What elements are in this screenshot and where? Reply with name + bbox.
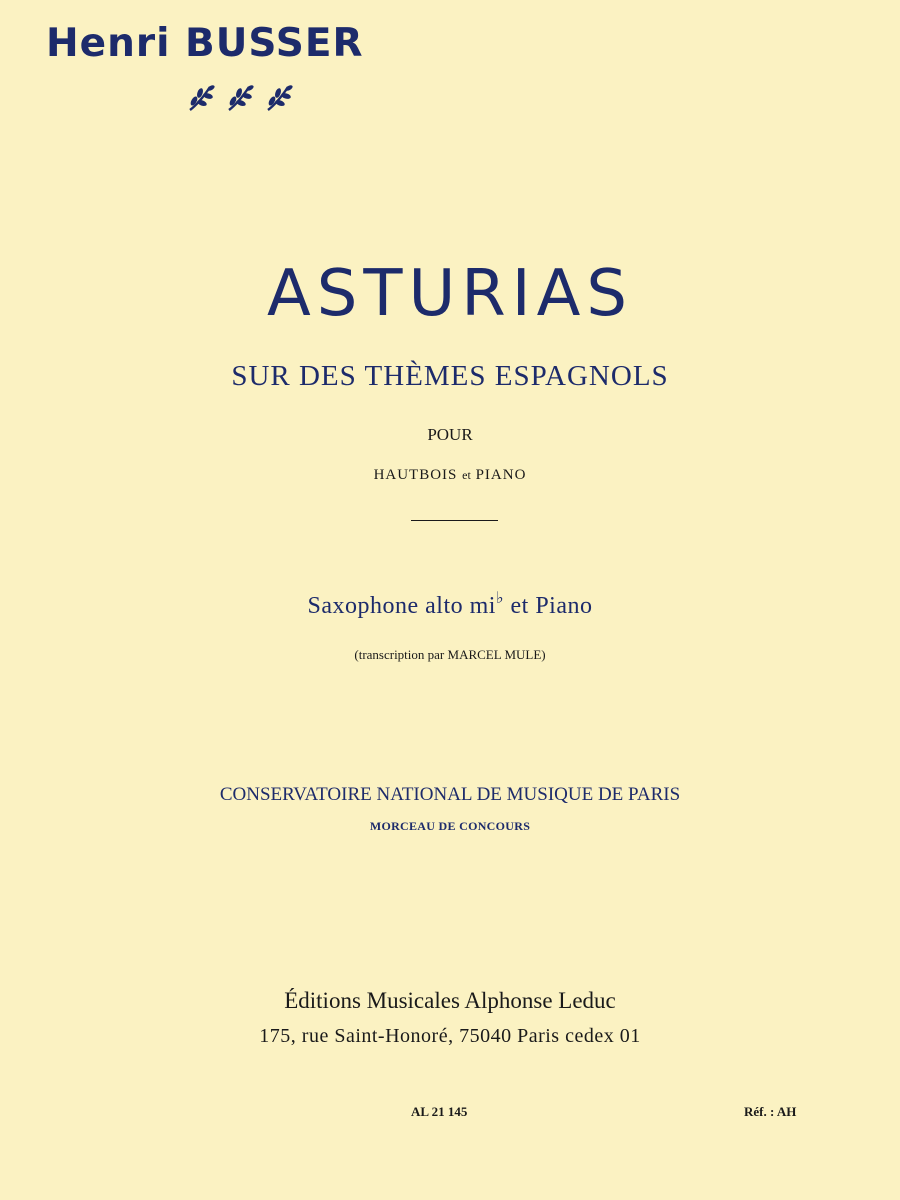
divider-rule <box>411 520 498 521</box>
laurel-sprig-icon <box>189 84 215 110</box>
catalog-number: AL 21 145 <box>411 1104 468 1119</box>
institution-name: CONSERVATOIRE NATIONAL DE MUSIQUE DE PARIS <box>219 784 681 805</box>
competition-label: MORCEAU DE CONCOURS <box>369 819 531 833</box>
arrangement-line <box>0 589 900 623</box>
arrangement-rest: et Piano <box>504 593 593 619</box>
publisher-address: 175, rue Saint-Honoré, 75040 Paris cedex 01 <box>259 1025 641 1047</box>
reference-code: Réf. : AH <box>744 1104 797 1119</box>
laurel-sprig-icon <box>267 84 293 110</box>
original-instrumentation <box>0 464 900 486</box>
flat-sign: ♭ <box>495 590 505 607</box>
composer-name: Henri BUSSER <box>46 21 364 66</box>
work-subtitle: SUR DES THÈMES ESPAGNOLS <box>231 360 669 392</box>
laurel-sprig-icon <box>228 84 254 110</box>
publisher-name: Éditions Musicales Alphonse Leduc <box>284 988 616 1013</box>
instrument-oboe: HAUTBOIS <box>373 467 458 483</box>
transcription-credit: (transcription par MARCEL MULE) <box>354 647 546 662</box>
work-title: ASTURIAS <box>266 257 634 331</box>
arrangement-instrument: Saxophone alto mi <box>307 593 496 619</box>
instrument-piano: PIANO <box>475 467 527 483</box>
pour-label: POUR <box>427 425 473 444</box>
laurel-ornament-row <box>186 82 298 114</box>
instrument-connector: et <box>462 468 471 482</box>
